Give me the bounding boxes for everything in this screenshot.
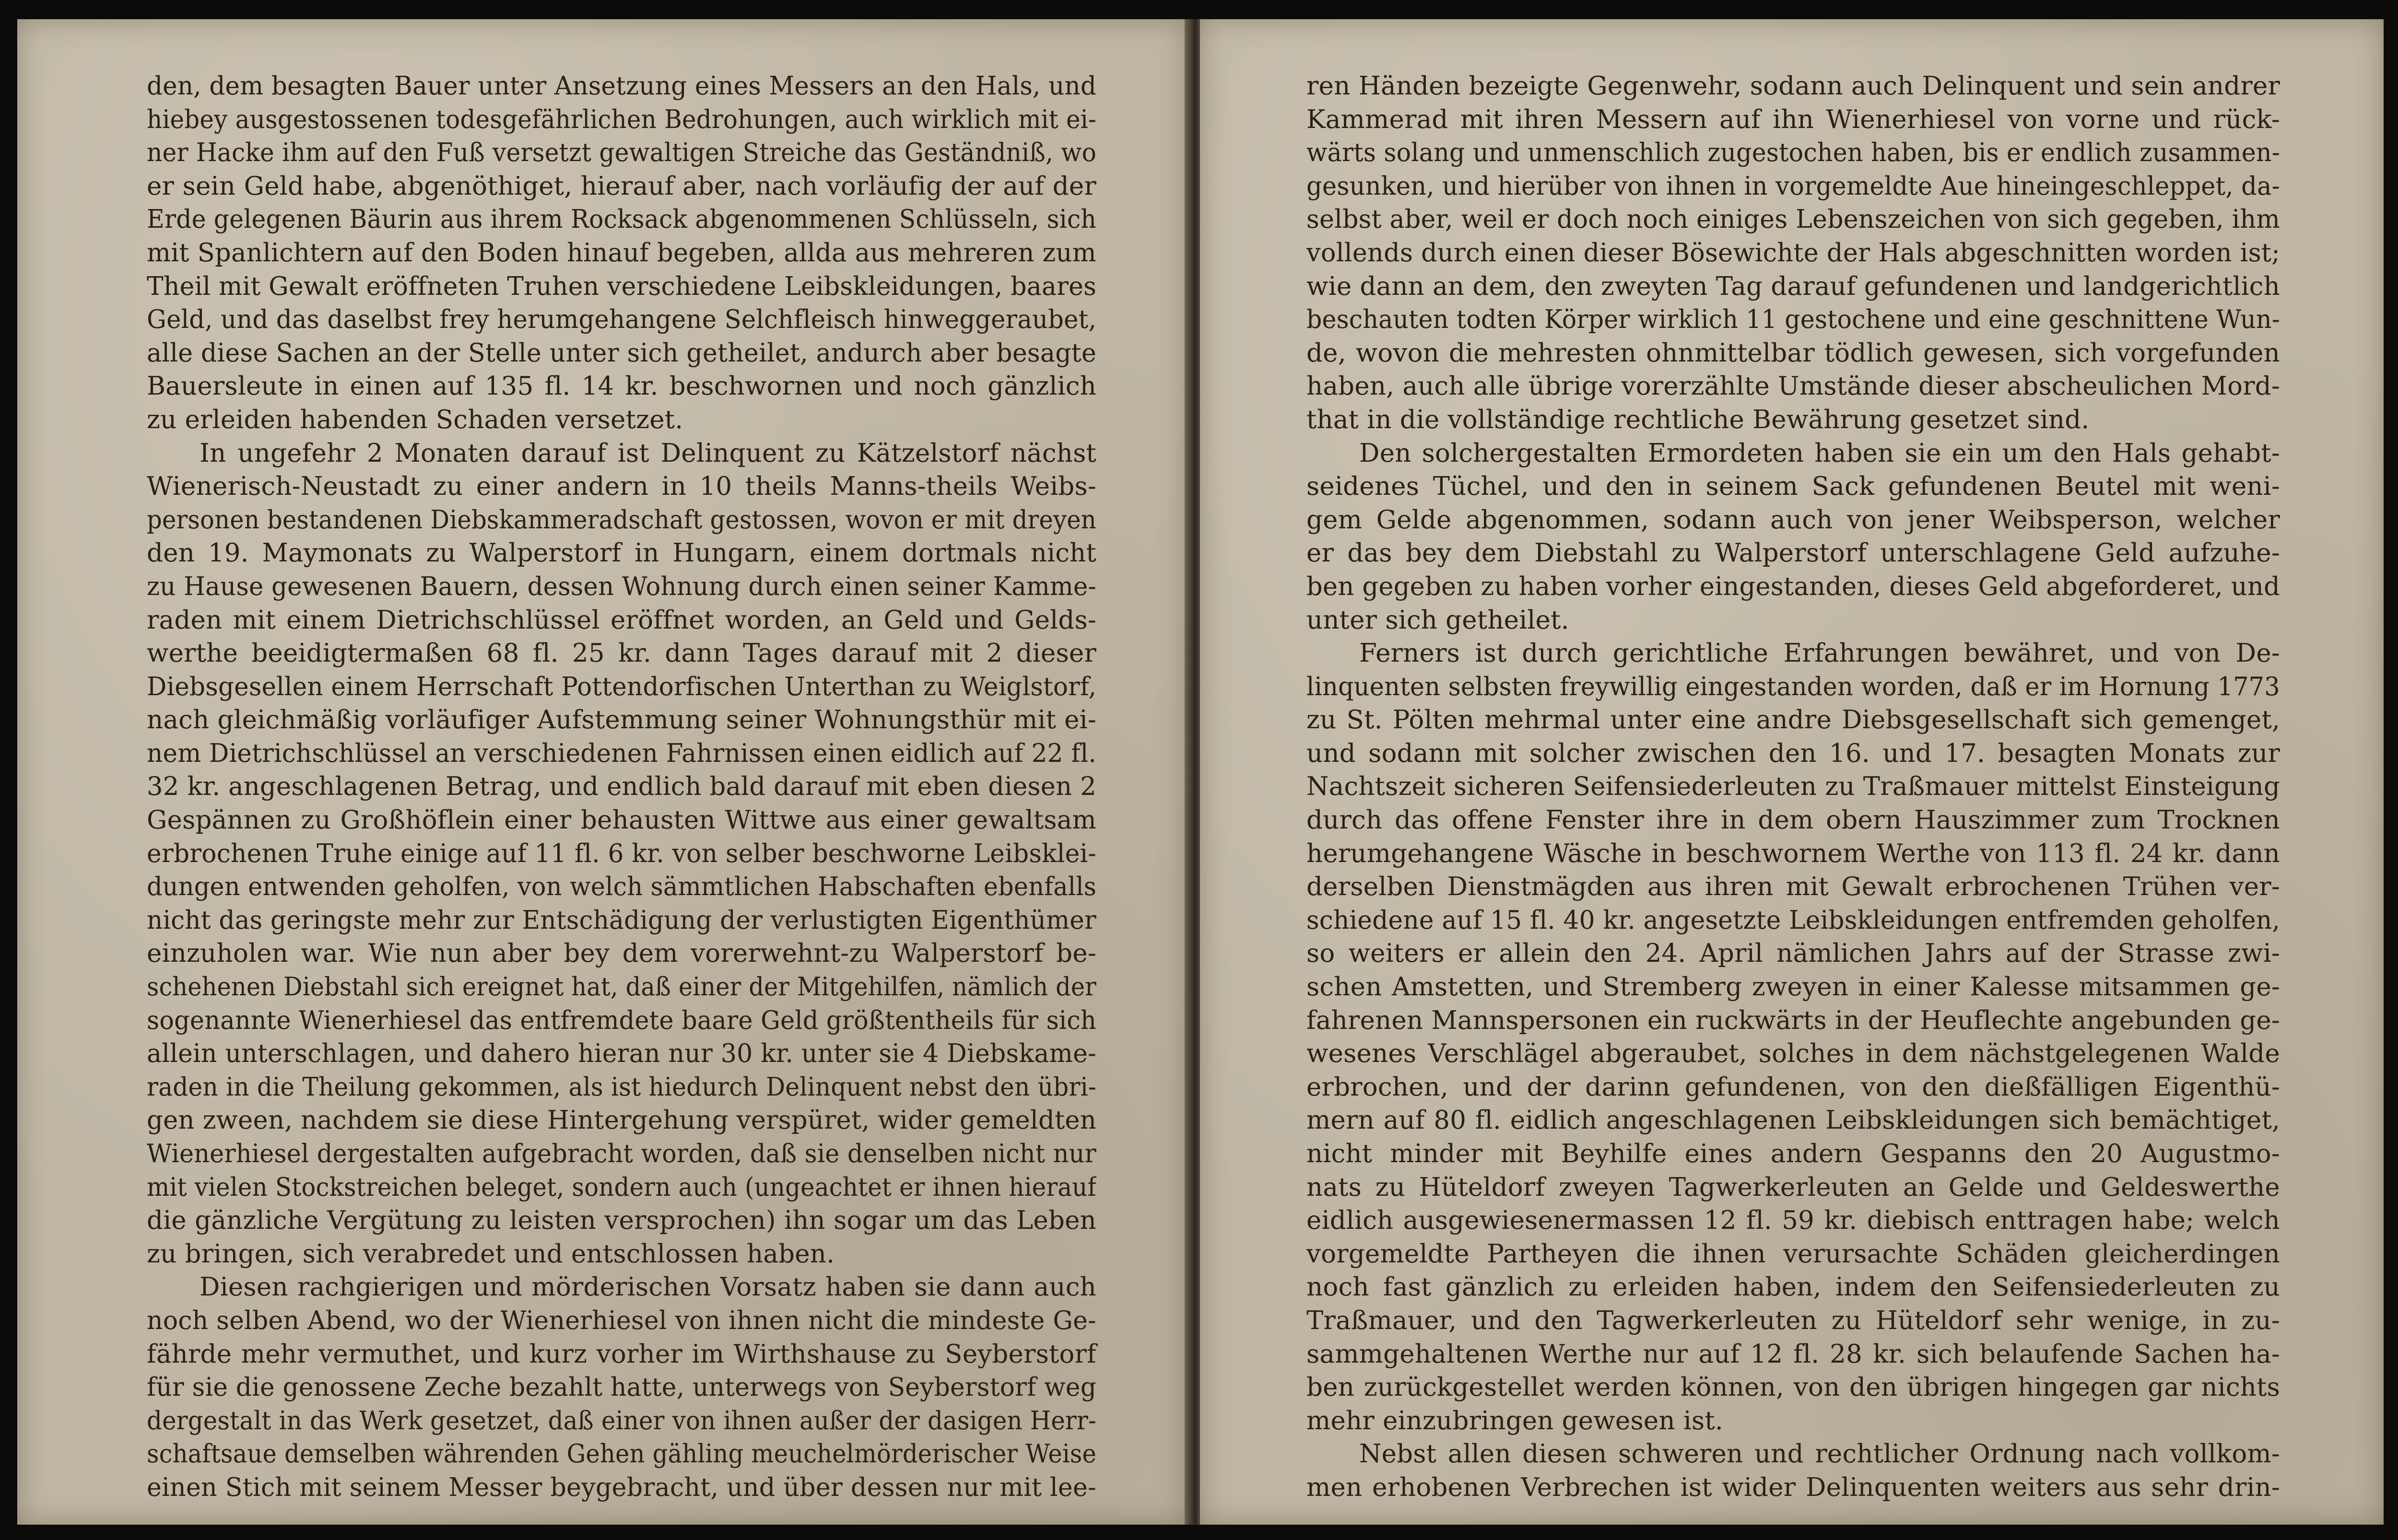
- text-line: Diesen rachgierigen und mörderischen Vorsatz haben sie dann auch: [200, 1272, 1096, 1302]
- text-line: ben zurückgestellet werden können, von den übrigen hingegen gar nichts: [1306, 1373, 2280, 1402]
- text-line: Diebsgesellen einem Herrschaft Pottendorfischen Unterthan zu Weiglstorf,: [147, 672, 1096, 701]
- text-line: gesunken, und hierüber von ihnen in vorgemeldte Aue hineingeschleppet, da-: [1306, 171, 2280, 201]
- text-line: gen zween, nachdem sie diese Hintergehung verspüret, wider gemeldten: [147, 1106, 1096, 1135]
- text-line: gem Gelde abgenommen, sodann auch von jener Weibsperson, welcher: [1306, 505, 2280, 535]
- text-line: Wienerhiesel dergestalten aufgebracht worden, daß sie denselben nicht nur: [147, 1139, 1096, 1168]
- text-line: Geld, und das daselbst frey herumgehangene Selchfleisch hinweggeraubet,: [147, 305, 1096, 335]
- text-line: erbrochen, und der darinn gefundenen, von den dießfälligen Eigenthü-: [1306, 1072, 2280, 1102]
- text-line: nicht minder mit Beyhilfe eines andern Gespanns den 20 Augustmo-: [1306, 1139, 2280, 1168]
- text-line: werthe beeidigtermaßen 68 fl. 25 kr. dann Tages darauf mit 2 dieser: [147, 639, 1096, 668]
- right-page-text: [1306, 70, 2280, 1505]
- text-line: raden mit einem Dietrichschlüssel eröffnet worden, an Geld und Gelds-: [147, 605, 1096, 635]
- text-line: sammgehaltenen Werthe nur auf 12 fl. 28 kr. sich belaufende Sachen ha-: [1306, 1339, 2280, 1369]
- left-page-text: [147, 70, 1096, 1505]
- text-line: so weiters er allein den 24. April nämlichen Jahrs auf der Strasse zwi-: [1306, 939, 2280, 968]
- text-line: raden in die Theilung gekommen, als ist hiedurch Delinquent nebst den übri-: [147, 1072, 1096, 1102]
- text-line: zu erleiden habenden Schaden versetzet.: [147, 405, 683, 434]
- text-line: schehenen Diebstahl sich ereignet hat, daß einer der Mitgehilfen, nämlich der: [147, 972, 1096, 1002]
- text-line: nats zu Hüteldorf zweyen Tagwerkerleuten an Gelde und Geldeswerthe: [1306, 1172, 2280, 1202]
- text-line: schaftsaue demselben währenden Gehen gähling meuchelmörderischer Weise: [147, 1439, 1096, 1469]
- text-line: wesenes Verschlägel abgeraubet, solches in dem nächstgelegenen Walde: [1306, 1039, 2280, 1069]
- text-line: Erde gelegenen Bäurin aus ihrem Rocksack abgenommenen Schlüsseln, sich: [147, 205, 1096, 234]
- text-line: zu St. Pölten mehrmal unter eine andre Diebsgesellschaft sich gemenget,: [1306, 705, 2280, 735]
- text-line: den, dem besagten Bauer unter Ansetzung eines Messers an den Hals, und: [147, 71, 1096, 101]
- text-line: nach gleichmäßig vorläufiger Aufstemmung seiner Wohnungsthür mit ei-: [147, 705, 1096, 735]
- text-line: seidenes Tüchel, und den in seinem Sack gefundenen Beutel mit weni-: [1306, 472, 2280, 502]
- text-line: er das bey dem Diebstahl zu Walperstorf unterschlagene Geld aufzuhe-: [1306, 538, 2280, 568]
- text-line: fahrenen Mannspersonen ein ruckwärts in der Heuflechte angebunden ge-: [1306, 1005, 2280, 1035]
- text-line: den 19. Maymonats zu Walperstorf in Hungarn, einem dortmals nicht: [147, 538, 1096, 568]
- text-line: für sie die genossene Zeche bezahlt hatte, unterwegs von Seyberstorf weg: [147, 1373, 1096, 1402]
- text-line: die gänzliche Vergütung zu leisten versprochen) ihn sogar um das Leben: [147, 1206, 1096, 1236]
- text-line: erbrochenen Truhe einige auf 11 fl. 6 kr. von selber beschworne Leibsklei-: [147, 839, 1096, 868]
- text-line: ren Händen bezeigte Gegenwehr, sodann auch Delinquent und sein andrer: [1306, 71, 2280, 101]
- text-line: allein unterschlagen, und dahero hieran nur 30 kr. unter sie 4 Diebskame-: [147, 1039, 1096, 1069]
- text-line: personen bestandenen Diebskammeradschaft gestossen, wovon er mit dreyen: [147, 505, 1096, 535]
- text-line: linquenten selbsten freywillig eingestanden worden, daß er im Hornung 1773: [1306, 672, 2280, 701]
- text-line: noch selben Abend, wo der Wienerhiesel von ihnen nicht die mindeste Ge-: [147, 1306, 1096, 1335]
- text-line: Kammerad mit ihren Messern auf ihn Wienerhiesel von vorne und rück-: [1306, 105, 2280, 134]
- text-line: Theil mit Gewalt eröffneten Truhen verschiedene Leibskleidungen, baares: [147, 271, 1096, 301]
- text-line: eidlich ausgewiesenermassen 12 fl. 59 kr. diebisch enttragen habe; welch: [1306, 1206, 2280, 1236]
- text-line: Nebst allen diesen schweren und rechtlicher Ordnung nach vollkom-: [1359, 1439, 2280, 1469]
- text-line: nem Dietrichschlüssel an verschiedenen Fahrnissen einen eidlich auf 22 fl.: [147, 738, 1096, 768]
- text-line: sogenannte Wienerhiesel das entfremdete baare Geld größtentheils für sich: [147, 1005, 1096, 1035]
- text-line: er sein Geld habe, abgenöthiget, hierauf aber, nach vorläufig der auf der: [147, 171, 1096, 201]
- text-line: nicht das geringste mehr zur Entschädigung der verlustigten Eigenthümer: [147, 905, 1096, 935]
- text-line: Bauersleute in einen auf 135 fl. 14 kr. beschwornen und noch gänzlich: [147, 372, 1096, 401]
- text-line: dergestalt in das Werk gesetzet, daß einer von ihnen außer der dasigen Herr-: [147, 1406, 1096, 1435]
- right-page: [1200, 19, 2384, 1525]
- text-line: schiedene auf 15 fl. 40 kr. angesetzte Leibskleidungen entfremden geholfen,: [1306, 905, 2280, 935]
- text-line: mit vielen Stockstreichen beleget, sondern auch (ungeachtet er ihnen hierauf: [147, 1172, 1096, 1202]
- text-line: wärts solang und unmenschlich zugestochen haben, bis er endlich zusammen-: [1306, 138, 2280, 168]
- text-line: beschauten todten Körper wirklich 11 gestochene und eine geschnittene Wun-: [1306, 305, 2280, 335]
- text-line: schen Amstetten, und Stremberg zweyen in einer Kalesse mitsammen ge-: [1306, 972, 2280, 1002]
- text-line: that in die vollständige rechtliche Bewährung gesetzet sind.: [1306, 405, 2090, 434]
- text-line: 32 kr. angeschlagenen Betrag, und endlich bald darauf mit eben diesen 2: [147, 772, 1096, 802]
- text-line: mehr einzubringen gewesen ist.: [1306, 1406, 1723, 1435]
- text-line: In ungefehr 2 Monaten darauf ist Delinquent zu Kätzelstorf nächst: [200, 438, 1096, 468]
- text-line: fährde mehr vermuthet, und kurz vorher im Wirthshause zu Seyberstorf: [147, 1339, 1096, 1369]
- text-line: Gespännen zu Großhöflein einer behausten Wittwe aus einer gewaltsam: [147, 805, 1096, 835]
- text-line: einen Stich mit seinem Messer beygebracht, und über dessen nur mit lee-: [147, 1472, 1096, 1502]
- text-line: noch fast gänzlich zu erleiden haben, indem den Seifensiederleuten zu: [1306, 1272, 2280, 1302]
- text-line: vorgemeldte Partheyen die ihnen verursachte Schäden gleicherdingen: [1306, 1239, 2280, 1269]
- text-line: de, wovon die mehresten ohnmittelbar tödlich gewesen, sich vorgefunden: [1306, 338, 2280, 368]
- text-line: zu bringen, sich verabredet und entschlossen haben.: [147, 1239, 835, 1269]
- text-line: mern auf 80 fl. eidlich angeschlagenen Leibskleidungen sich bemächtiget,: [1306, 1106, 2280, 1135]
- text-line: Wienerisch-Neustadt zu einer andern in 10 theils Manns-theils Weibs-: [147, 472, 1096, 502]
- text-line: derselben Dienstmägden aus ihren mit Gewalt erbrochenen Trühen ver-: [1306, 872, 2280, 902]
- text-line: zu Hause gewesenen Bauern, dessen Wohnung durch einen seiner Kamme-: [147, 572, 1096, 601]
- text-line: wie dann an dem, den zweyten Tag darauf gefundenen und landgerichtlich: [1306, 271, 2280, 301]
- text-line: men erhobenen Verbrechen ist wider Delinquenten weiters aus sehr drin-: [1306, 1472, 2280, 1502]
- text-line: ner Hacke ihm auf den Fuß versetzt gewaltigen Streiche das Geständniß, wo: [147, 138, 1096, 168]
- text-line: Nachtszeit sicheren Seifensiederleuten zu Traßmauer mittelst Einsteigung: [1306, 772, 2280, 802]
- left-page: [17, 19, 1187, 1525]
- text-line: ben gegeben zu haben vorher eingestanden, dieses Geld abgeforderet, und: [1306, 572, 2280, 601]
- text-line: dungen entwenden geholfen, von welch sämmtlichen Habschaften ebenfalls: [147, 872, 1096, 902]
- text-line: haben, auch alle übrige vorerzählte Umstände dieser abscheulichen Mord-: [1306, 372, 2280, 401]
- text-line: unter sich getheilet.: [1306, 605, 1569, 635]
- text-line: mit Spanlichtern auf den Boden hinauf begeben, allda aus mehreren zum: [147, 238, 1096, 268]
- text-line: selbst aber, weil er doch noch einiges Lebenszeichen von sich gegeben, ihm: [1306, 205, 2280, 234]
- text-line: Traßmauer, und den Tagwerkerleuten zu Hüteldorf sehr wenige, in zu-: [1306, 1306, 2280, 1335]
- text-line: und sodann mit solcher zwischen den 16. und 17. besagten Monats zur: [1306, 738, 2280, 768]
- text-line: herumgehangene Wäsche in beschwornem Werthe von 113 fl. 24 kr. dann: [1306, 839, 2280, 868]
- text-line: durch das offene Fenster ihre in dem obern Hauszimmer zum Trocknen: [1306, 805, 2280, 835]
- text-line: hiebey ausgestossenen todesgefährlichen Bedrohungen, auch wirklich mit ei-: [147, 105, 1096, 134]
- text-line: alle diese Sachen an der Stelle unter sich getheilet, andurch aber besagte: [147, 338, 1096, 368]
- text-line: vollends durch einen dieser Bösewichte der Hals abgeschnitten worden ist;: [1306, 238, 2280, 268]
- text-line: einzuholen war. Wie nun aber bey dem vorerwehnt-zu Walperstorf be-: [147, 939, 1096, 968]
- text-line: Den solchergestalten Ermordeten haben sie ein um den Hals gehabt-: [1359, 438, 2280, 468]
- text-line: Ferners ist durch gerichtliche Erfahrungen bewähret, und von De-: [1359, 639, 2280, 668]
